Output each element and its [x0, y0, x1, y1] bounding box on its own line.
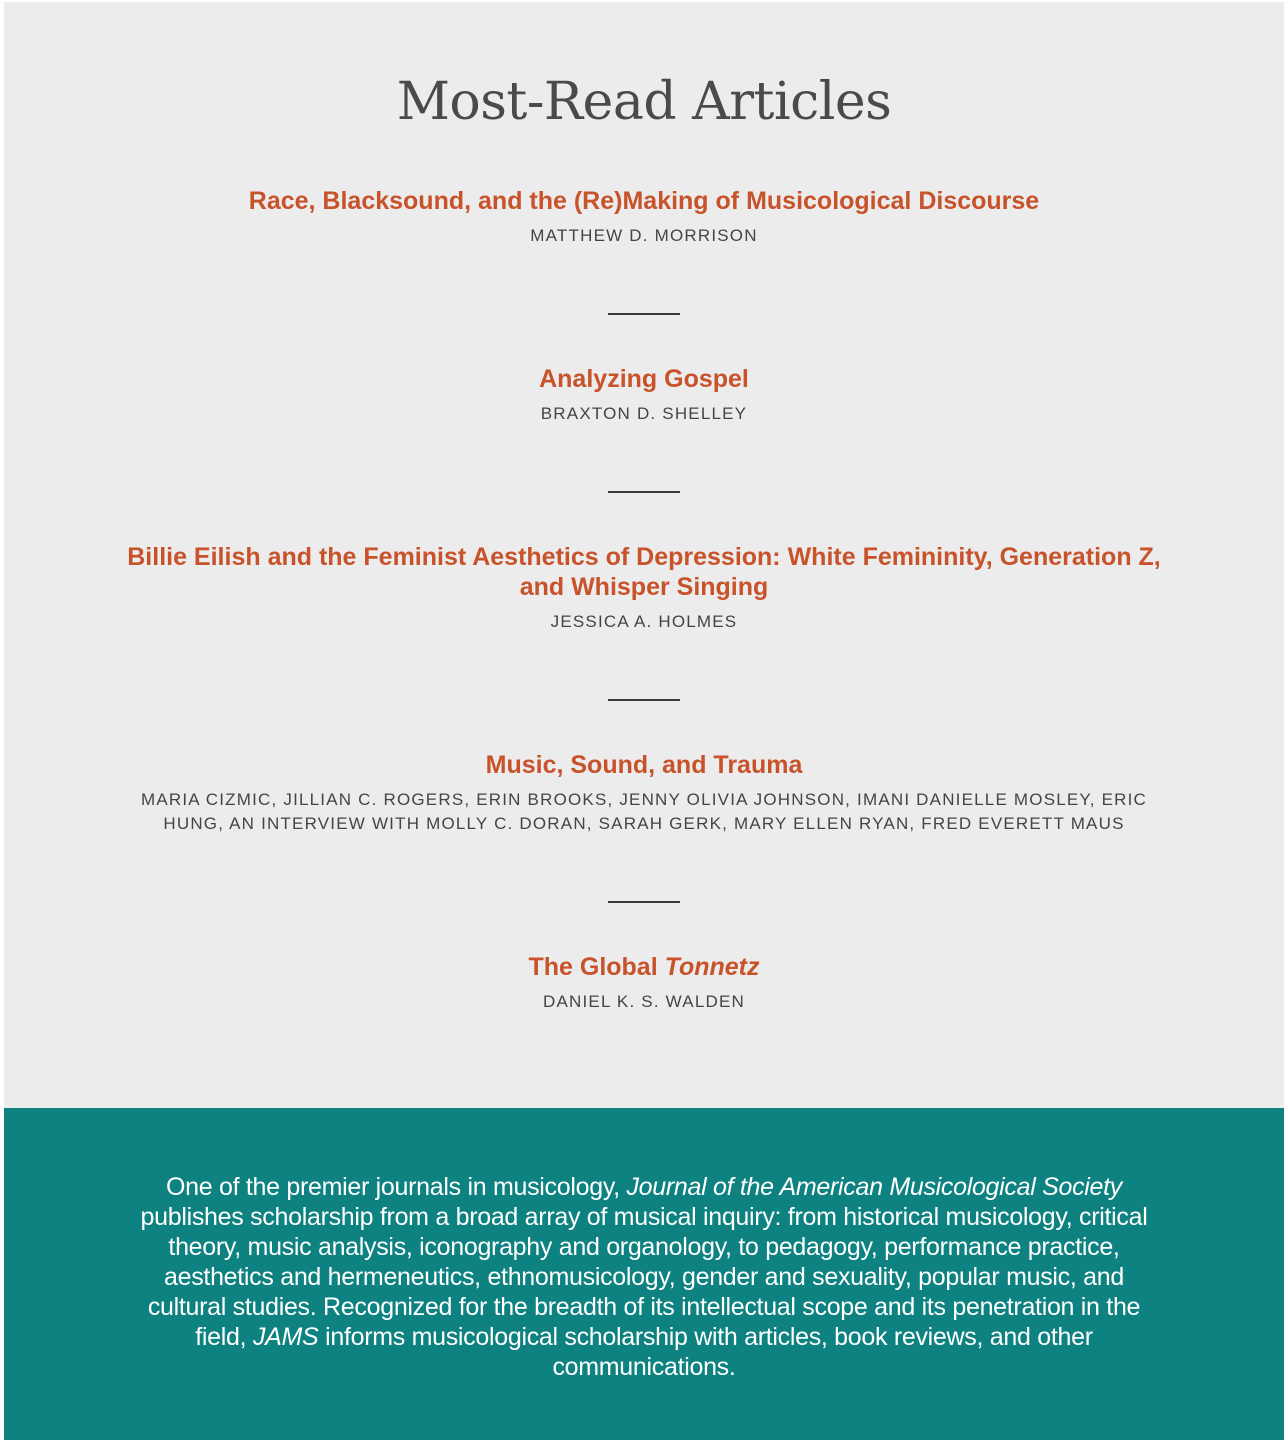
divider: [608, 313, 680, 315]
journal-abbreviation: JAMS: [252, 1323, 319, 1351]
article-authors: MATTHEW D. MORRISON: [530, 226, 758, 245]
about-text-part: publishes scholarship from a broad array of musical inquiry: from historical musicology, critical theory, music analysis, iconography and organology, to pedagogy, performance practice, aesthetics and hermeneutics, ethnomusicology, gender and sexuality, popular music, and cultural studies. Recognized for the breadth of its intellectual scope and its penetration in the field,: [140, 1203, 1148, 1351]
article-title-italic: Tonnetz: [664, 953, 760, 981]
about-journal-section: [4, 1108, 1284, 1440]
article-authors: JESSICA A. HOLMES: [550, 612, 738, 631]
page: [4, 2, 1284, 1440]
about-text-part: One of the premier journals in musicology,: [165, 1173, 620, 1201]
article-item: [104, 186, 1184, 248]
article-item: [104, 364, 1184, 426]
section-heading: Most-Read Articles: [396, 72, 892, 132]
article-title-text: The Global: [528, 953, 658, 981]
about-text-part: informs musicological scholarship with articles, book reviews, and other communications.: [325, 1323, 1093, 1381]
article-title-link[interactable]: Music, Sound, and Trauma: [485, 751, 803, 779]
article-item: [104, 952, 1184, 1014]
divider: [608, 491, 680, 493]
article-title-link[interactable]: Race, Blacksound, and the (Re)Making of Musicological Discourse: [248, 187, 1040, 215]
article-title-link[interactable]: [104, 952, 1184, 982]
article-authors: BRAXTON D. SHELLEY: [540, 404, 748, 423]
divider: [608, 901, 680, 903]
article-authors: MARIA CIZMIC, JILLIAN C. ROGERS, ERIN BROOKS, JENNY OLIVIA JOHNSON, IMANI DANIELLE MOSLEY, ERIC HUNG, AN INTERVIEW WITH MOLLY C. DORAN, SARAH GERK, MARY ELLEN RYAN, FRED EVERETT MAUS: [140, 790, 1148, 833]
article-item: [112, 750, 1176, 836]
article-item: [104, 542, 1184, 634]
article-authors: DANIEL K. S. WALDEN: [543, 992, 745, 1011]
divider: [608, 699, 680, 701]
about-journal-text: [124, 1172, 1164, 1382]
article-title-link[interactable]: Analyzing Gospel: [539, 365, 749, 393]
article-title-link[interactable]: Billie Eilish and the Feminist Aesthetics of Depression: White Femininity, Generation Z, and Whisper Singing: [127, 543, 1161, 601]
journal-name: Journal of the American Musicological Society: [626, 1173, 1123, 1201]
most-read-section: [4, 2, 1284, 1108]
